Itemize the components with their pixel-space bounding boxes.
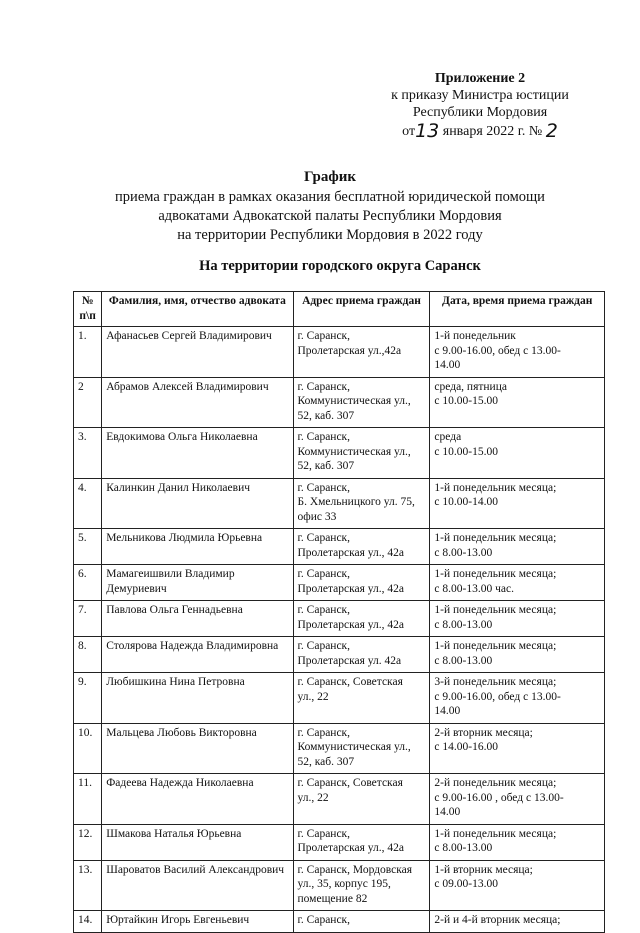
address-line: 52, каб. 307: [297, 460, 355, 472]
cell-address: [293, 824, 430, 860]
cell-number: 12.: [74, 824, 102, 860]
address-line: ул., 22: [297, 690, 329, 703]
time-line: среда, пятница: [434, 380, 507, 393]
cell-name: Юртайкин Игорь Евгеньевич: [102, 911, 293, 933]
cell-number: 6.: [74, 565, 102, 601]
cell-number: 13.: [74, 860, 102, 911]
table-row: [74, 774, 605, 825]
address-line: г. Саранск,: [297, 481, 351, 494]
time-line: 2-й понедельник месяца;: [434, 777, 557, 789]
time-line: 1-й понедельник месяца;: [434, 827, 557, 840]
cell-name: Любишкина Нина Петровна: [102, 673, 293, 724]
appendix-date-line: [360, 121, 600, 140]
time-line: с 09.00-13.00: [434, 878, 498, 890]
address-line: помещение 82: [297, 892, 368, 905]
address-line: Пролетарская ул., 42а: [297, 842, 405, 854]
address-line: г. Саранск,: [297, 431, 351, 443]
cell-time: [430, 673, 605, 724]
time-line: с 10.00-15.00: [434, 395, 498, 407]
table-row: [74, 478, 605, 529]
heading-line-2: адвокатами Адвокатской палаты Республики Мордовия: [158, 208, 502, 224]
time-line: с 9.00-16.00, обед с 13.00-: [434, 344, 561, 357]
cell-number: 5.: [74, 529, 102, 565]
cell-name: Шароватов Василий Александрович: [102, 860, 293, 911]
address-line: г. Саранск,: [297, 380, 351, 393]
cell-time: [430, 637, 605, 673]
appendix-line-order: к приказу Министра юстиции: [391, 88, 569, 103]
date-prefix: от: [402, 124, 416, 139]
address-line: 52, каб. 307: [297, 409, 355, 422]
time-line: 1-й понедельник месяца;: [434, 568, 557, 580]
address-line: 52, каб. 307: [297, 755, 355, 768]
address-line: ул., 22: [297, 791, 329, 804]
header-name: Фамилия, имя, отчество адвоката: [102, 292, 293, 327]
cell-time: [430, 601, 605, 637]
address-line: г. Саранск,: [297, 330, 351, 342]
address-line: г. Саранск, Мордовская: [297, 863, 413, 876]
cell-time: [430, 824, 605, 860]
address-line: ул., 35, корпус 195,: [297, 878, 391, 890]
cell-address: [293, 723, 430, 774]
table-row: [74, 327, 605, 378]
cell-address: [293, 565, 430, 601]
time-line: 1-й понедельник: [434, 330, 516, 342]
time-line: 1-й вторник месяца;: [434, 863, 533, 876]
cell-number: 2: [74, 377, 102, 428]
table-row: [74, 860, 605, 911]
header-time: Дата, время приема граждан: [430, 292, 605, 327]
table-row: [74, 673, 605, 724]
heading-line-3: на территории Республики Мордовия в 2022 году: [177, 227, 483, 243]
address-line: Пролетарская ул.,42а: [297, 344, 402, 357]
time-line: с 14.00-16.00: [434, 741, 498, 753]
cell-address: [293, 673, 430, 724]
handwritten-number: 2: [545, 120, 558, 142]
cell-time: [430, 723, 605, 774]
cell-time: [430, 911, 605, 933]
table-row: [74, 529, 605, 565]
table-row: [74, 723, 605, 774]
cell-name: Шмакова Наталья Юрьевна: [102, 824, 293, 860]
address-line: Б. Хмельницкого ул. 75,: [297, 496, 415, 508]
cell-number: 4.: [74, 478, 102, 529]
time-line: 2-й вторник месяца;: [434, 726, 533, 739]
time-line: 14.00: [434, 359, 461, 371]
cell-number: 7.: [74, 601, 102, 637]
time-line: 14.00: [434, 806, 461, 818]
cell-time: [430, 428, 605, 479]
table-row: [74, 637, 605, 673]
document-heading: [90, 168, 570, 245]
cell-time: [430, 327, 605, 378]
header-number: № п\п: [74, 292, 102, 327]
address-line: г. Саранск, Советская: [297, 676, 403, 688]
cell-name: Абрамов Алексей Владимирович: [102, 377, 293, 428]
cell-time: [430, 860, 605, 911]
cell-number: 3.: [74, 428, 102, 479]
cell-number: 14.: [74, 911, 102, 933]
cell-address: [293, 428, 430, 479]
time-line: с 9.00-16.00 , обед с 13.00-: [434, 791, 564, 804]
time-line: 1-й понедельник месяца;: [434, 481, 557, 494]
time-line: с 8.00-13.00: [434, 618, 493, 631]
cell-number: 10.: [74, 723, 102, 774]
schedule-table: [73, 291, 605, 933]
cell-name: Павлова Ольга Геннадьевна: [102, 601, 293, 637]
table-body: [74, 327, 605, 933]
appendix-line-republic: Республики Мордовия: [412, 105, 548, 120]
cell-name: Евдокимова Ольга Николаевна: [102, 428, 293, 479]
cell-name: Столярова Надежда Владимировна: [102, 637, 293, 673]
cell-address: [293, 327, 430, 378]
cell-name: Мальцева Любовь Викторовна: [102, 723, 293, 774]
cell-address: [293, 911, 430, 933]
time-line: 14.00: [434, 705, 461, 717]
address-line: г. Саранск, Советская: [297, 777, 403, 789]
address-line: г. Саранск,: [297, 568, 351, 580]
table-row: [74, 601, 605, 637]
address-line: Коммунистическая ул.,: [297, 741, 411, 753]
cell-address: [293, 860, 430, 911]
cell-time: [430, 774, 605, 825]
time-line: среда: [434, 431, 462, 443]
table-row: [74, 911, 605, 933]
cell-time: [430, 478, 605, 529]
address-line: Пролетарская ул., 42а: [297, 582, 405, 595]
cell-name: Мельникова Людмила Юрьевна: [102, 529, 293, 565]
cell-time: [430, 565, 605, 601]
appendix-title: Приложение 2: [434, 71, 526, 86]
cell-address: [293, 377, 430, 428]
header-address: Адрес приема граждан: [293, 292, 430, 327]
time-line: с 8.00-13.00 час.: [434, 582, 514, 595]
heading-line-1: приема граждан в рамках оказания бесплатной юридической помощи: [115, 189, 545, 205]
address-line: Коммунистическая ул.,: [297, 445, 411, 458]
cell-name: Фадеева Надежда Николаевна: [102, 774, 293, 825]
table-row: [74, 377, 605, 428]
time-line: с 8.00-13.00: [434, 842, 493, 854]
cell-address: [293, 774, 430, 825]
table-row: [74, 824, 605, 860]
time-line: 1-й понедельник месяца;: [434, 604, 557, 616]
cell-number: 1.: [74, 327, 102, 378]
cell-number: 9.: [74, 673, 102, 724]
cell-time: [430, 529, 605, 565]
address-line: г. Саранск,: [297, 726, 351, 739]
address-line: г. Саранск,: [297, 914, 351, 926]
address-line: Пролетарская ул., 42а: [297, 618, 405, 631]
time-line: 3-й понедельник месяца;: [434, 676, 557, 688]
cell-address: [293, 478, 430, 529]
cell-time: [430, 377, 605, 428]
address-line: Пролетарская ул. 42а: [297, 654, 402, 667]
table-row: [74, 565, 605, 601]
cell-name: Мамагеишвили Владимир Демуриевич: [102, 565, 293, 601]
time-line: с 9.00-16.00, обед с 13.00-: [434, 690, 561, 703]
time-line: 2-й и 4-й вторник месяца;: [434, 914, 561, 926]
table-header-row: [74, 292, 605, 327]
address-line: г. Саранск,: [297, 640, 351, 652]
table-row: [74, 428, 605, 479]
time-line: 1-й понедельник месяца;: [434, 640, 557, 652]
time-line: с 10.00-14.00: [434, 496, 498, 508]
cell-address: [293, 637, 430, 673]
time-line: с 10.00-15.00: [434, 445, 498, 458]
address-line: г. Саранск,: [297, 604, 351, 616]
address-line: г. Саранск,: [297, 827, 351, 840]
heading-title: График: [303, 169, 357, 185]
address-line: Коммунистическая ул.,: [297, 395, 411, 407]
address-line: офис 33: [297, 510, 337, 523]
address-line: г. Саранск,: [297, 532, 351, 544]
cell-address: [293, 529, 430, 565]
cell-number: 11.: [74, 774, 102, 825]
cell-address: [293, 601, 430, 637]
section-title: На территории городского округа Саранск: [199, 258, 481, 274]
handwritten-day: 13: [415, 120, 440, 142]
time-line: с 8.00-13.00: [434, 654, 493, 667]
address-line: Пролетарская ул., 42а: [297, 546, 405, 559]
time-line: 1-й понедельник месяца;: [434, 532, 557, 544]
time-line: с 8.00-13.00: [434, 546, 493, 559]
date-middle: января 2022 г. №: [442, 124, 543, 139]
cell-name: Калинкин Данил Николаевич: [102, 478, 293, 529]
cell-number: 8.: [74, 637, 102, 673]
appendix-block: [360, 70, 600, 140]
cell-name: Афанасьев Сергей Владимирович: [102, 327, 293, 378]
